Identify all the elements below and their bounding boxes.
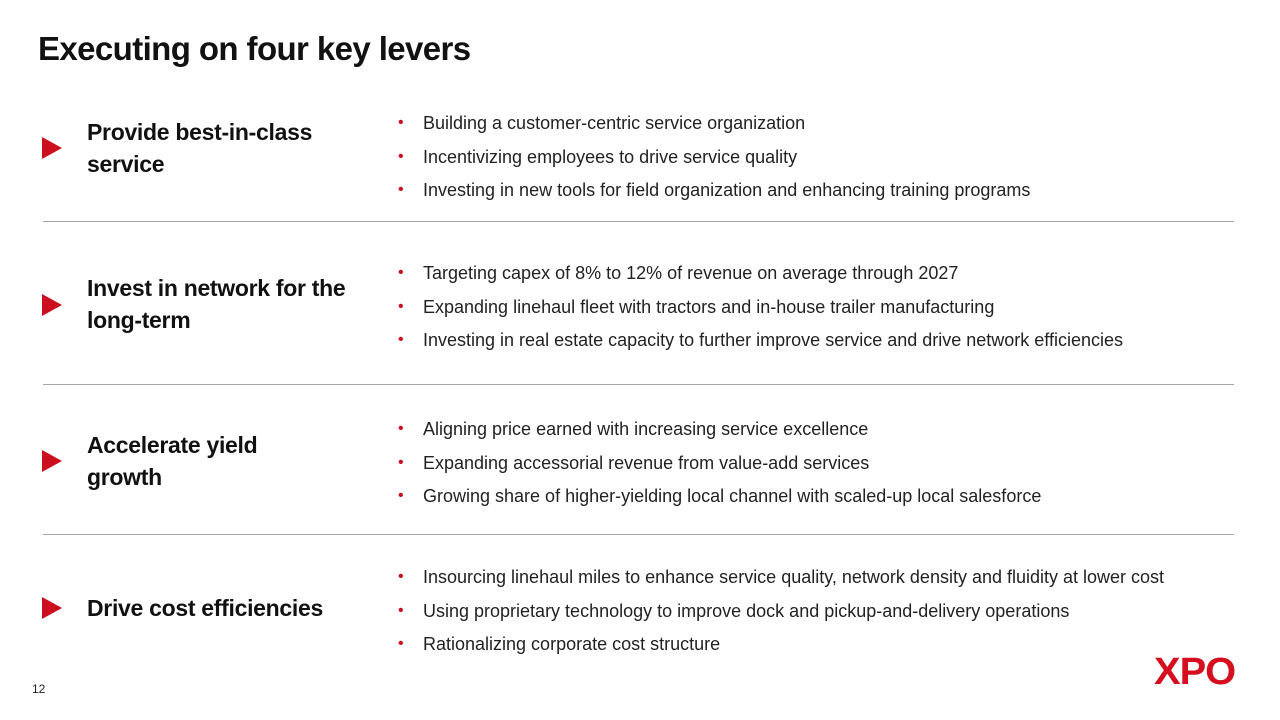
bullet-text: Rationalizing corporate cost structure (423, 634, 721, 654)
bullet-text: Targeting capex of 8% to 12% of revenue on average through 2027 (423, 263, 959, 283)
list-item (398, 112, 1030, 146)
right-triangle-icon (42, 137, 62, 159)
divider (43, 384, 1234, 385)
lever-heading-line-2: growth (87, 464, 162, 490)
lever-heading (87, 272, 377, 336)
bullet-text: Expanding linehaul fleet with tractors and in-house trailer manufacturing (423, 296, 995, 317)
bullet-text: Aligning price earned with increasing service excellence (423, 419, 869, 439)
list-item (398, 418, 1041, 452)
bullet-dot-icon: • (398, 264, 404, 281)
xpo-logo: XPO (1154, 651, 1236, 693)
bullet-dot-icon: • (398, 420, 404, 437)
bullet-dot-icon: • (398, 601, 404, 619)
list-item (398, 296, 1123, 330)
bullet-dot-icon: • (398, 147, 404, 165)
bullet-text: Investing in real estate capacity to further improve service and drive network efficiencies (423, 330, 1124, 350)
list-item (398, 452, 1041, 486)
bullet-dot-icon: • (398, 487, 404, 504)
bullet-dot-icon: • (398, 635, 404, 652)
list-item (398, 485, 1041, 519)
divider (43, 221, 1234, 222)
lever-bullet-list (398, 112, 1030, 213)
lever-heading-line-1: Invest in network for the (87, 275, 346, 301)
bullet-text: Expanding accessorial revenue from value-add services (423, 452, 870, 473)
lever-heading-line-2: long-term (87, 307, 191, 333)
bullet-text: Growing share of higher-yielding local channel with scaled-up local salesforce (423, 486, 1042, 506)
lever-heading-line-1: Provide best-in-class (87, 119, 313, 145)
bullet-text: Insourcing linehaul miles to enhance service quality, network density and fluidity at lower cost (423, 567, 1165, 587)
list-item (398, 329, 1123, 363)
list-item (398, 179, 1030, 213)
divider (43, 534, 1234, 535)
list-item (398, 566, 1164, 600)
list-item (398, 633, 1164, 667)
lever-bullet-list (398, 566, 1164, 667)
bullet-text: Building a customer-centric service organization (423, 113, 806, 133)
right-triangle-icon (42, 597, 62, 619)
lever-heading-line-2: service (87, 151, 165, 177)
lever-bullet-list (398, 418, 1041, 519)
lever-heading-line-1: Accelerate yield (87, 432, 258, 458)
right-triangle-icon (42, 294, 62, 316)
bullet-dot-icon: • (398, 568, 404, 585)
slide-title: Executing on four key levers (38, 30, 471, 67)
lever-heading (87, 592, 377, 624)
lever-bullet-list (398, 262, 1123, 363)
bullet-text: Investing in new tools for field organization and enhancing training programs (423, 180, 1031, 200)
lever-heading (87, 116, 377, 180)
bullet-text: Using proprietary technology to improve dock and pickup-and-delivery operations (423, 600, 1070, 621)
lever-heading (87, 429, 377, 493)
bullet-dot-icon: • (398, 114, 404, 131)
lever-heading-line-1: Drive cost efficiencies (87, 595, 323, 621)
bullet-text: Incentivizing employees to drive service quality (423, 146, 798, 167)
bullet-dot-icon: • (398, 181, 404, 198)
bullet-dot-icon: • (398, 453, 404, 471)
list-item (398, 262, 1123, 296)
page-number: 12 (32, 682, 46, 696)
right-triangle-icon (42, 450, 62, 472)
list-item (398, 146, 1030, 180)
list-item (398, 600, 1164, 634)
bullet-dot-icon: • (398, 297, 404, 315)
bullet-dot-icon: • (398, 331, 404, 348)
